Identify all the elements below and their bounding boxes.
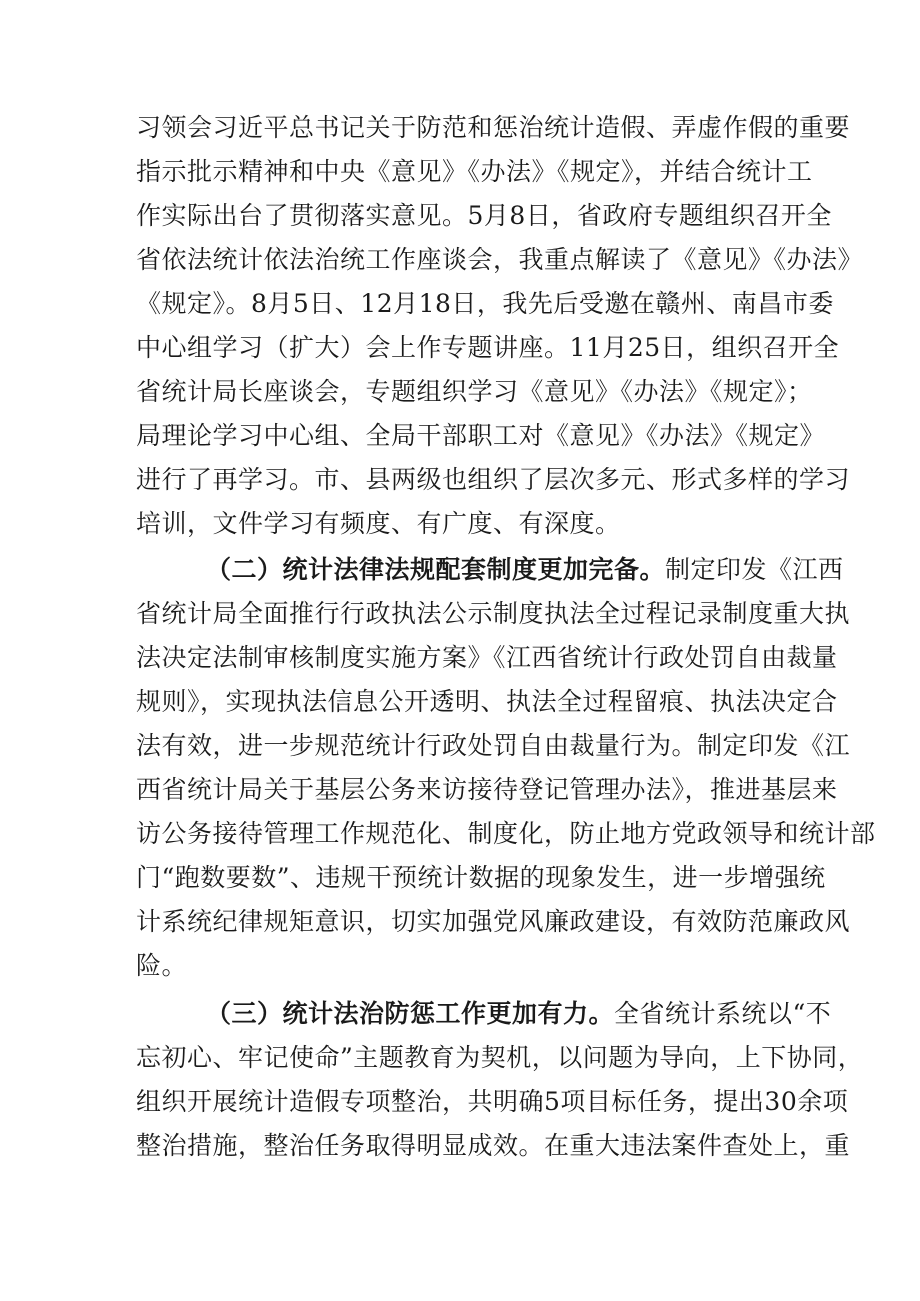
paragraph-line: 险。 [136,951,188,980]
paragraph-line: 培训，文件学习有频度、有广度、有深度。 [136,509,621,538]
section-3-first-text: 全省统计系统以“不 [614,999,832,1028]
paragraph-line: 规则》，实现执法信息公开透明、执法全过程留痕、执法决定合 [136,687,838,716]
paragraph-line: 忘初心、牢记使命”主题教育为契机，以问题为导向，上下协同， [136,1043,864,1072]
paragraph-line: 指示批示精神和中央《意见》《办法》《规定》，并结合统计工 [136,157,813,186]
paragraph-line: 省统计局长座谈会，专题组织学习《意见》《办法》《规定》； [136,377,813,406]
paragraph-line: 法有效，进一步规范统计行政处罚自由裁量行为。制定印发《江 [136,731,851,760]
paragraph-line: 局理论学习中心组、全局干部职工对《意见》《办法》《规定》 [136,421,826,450]
paragraph-line: 习领会习近平总书记关于防范和惩治统计造假、弄虚作假的重要 [136,113,851,142]
section-2-first-line [206,550,844,590]
paragraph-line: 中心组学习（扩大）会上作专题讲座。11月25日，组织召开全 [136,333,840,362]
paragraph-line: 访公务接待管理工作规范化、制度化，防止地方党政领导和统计部 [136,819,876,848]
paragraph-line: 省统计局全面推行行政执法公示制度执法全过程记录制度重大执 [136,599,851,628]
section-2-first-text: 制定印发《江西 [665,555,844,584]
paragraph-line: 省依法统计依法治统工作座谈会，我重点解读了《意见》《办法》 [136,245,864,274]
paragraph-line: 组织开展统计造假专项整治，共明确5项目标任务，提出30余项 [136,1087,849,1116]
paragraph-line: 作实际出台了贯彻落实意见。5月8日，省政府专题组织召开全 [136,201,832,230]
section-3-first-line [206,994,832,1034]
paragraph-line: 西省统计局关于基层公务来访接待登记管理办法》，推进基层来 [136,775,838,804]
paragraph-line: 进行了再学习。市、县两级也组织了层次多元、形式多样的学习 [136,465,851,494]
section-2-heading: （二）统计法律法规配套制度更加完备。 [206,555,666,584]
paragraph-line: 整治措施，整治任务取得明显成效。在重大违法案件查处上，重 [136,1131,851,1160]
paragraph-line: 计系统纪律规矩意识，切实加强党风廉政建设，有效防范廉政风 [136,907,851,936]
paragraph-line: 法决定法制审核制度实施方案》《江西省统计行政处罚自由裁量 [136,643,838,672]
paragraph-line: 《规定》。8月5日、12月18日，我先后受邀在赣州、南昌市委 [136,289,834,318]
section-3-heading: （三）统计法治防惩工作更加有力。 [206,999,615,1028]
paragraph-line: 门“跑数要数”、违规干预统计数据的现象发生，进一步增强统 [136,863,826,892]
